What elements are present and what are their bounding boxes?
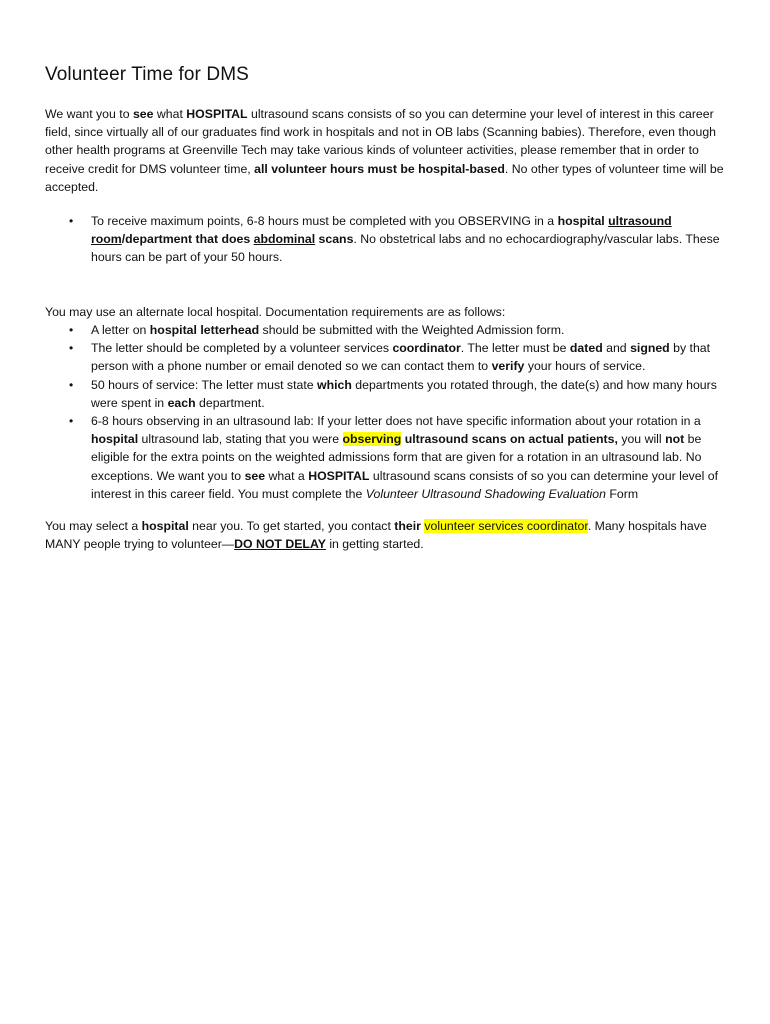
emphasis-department: department that does [125,232,254,247]
emphasis-letterhead: hospital letterhead [149,323,260,337]
bullet-icon: • [69,341,74,356]
list-text: be eligible for the extra points on the weighted admissions form that are given for a rotation in an ultrasound lab. No exceptions. We want you to [91,432,702,483]
list-text: . The letter must be [460,341,570,356]
bullet-icon: • [69,323,74,337]
emphasis-do-not-delay [234,537,326,551]
emphasis-coordinator: coordinator [392,341,461,356]
paragraph-text: in getting started. [325,537,424,552]
intro-paragraph [45,105,735,196]
emphasis-hospital: HOSPITAL [186,107,248,121]
list-item [45,321,735,339]
emphasis-scans: scans [315,232,354,247]
list-text: Form [605,486,639,501]
intro-text: what [153,107,187,121]
emphasis-see: see [132,107,154,121]
list-text: A letter on [91,323,150,337]
underlined-do-not-delay: DO NOT DELAY [234,537,326,552]
emphasis-hospital-caps: HOSPITAL [308,468,370,483]
bullet-icon: • [69,377,74,392]
list-text: To receive maximum points, 6-8 hours must be completed with you OBSERVING in a [91,214,558,228]
list-text: what a [265,468,309,483]
list-text: The letter should be completed by a volunteer services [91,341,393,356]
list-text: 50 hours of service: The letter must state [91,377,318,392]
paragraph-text: You may select a [45,519,142,533]
emphasis-dated: dated [569,341,603,356]
emphasis-their: their [394,519,421,533]
intro-text: ultrasound scans consists of so you can determine your level of interest in this career field, since virtually all of our graduates find work in hospitals and not in OB labs (Scanning babies). Therefore, even though other health programs at Greenville Tech may take various kinds of volunteer activities, please remember that in order to receive credit for DMS volunteer time, [45,107,717,176]
slash-text: / [121,232,126,247]
paragraph-text: near you. To get started, you contact [188,519,395,533]
max-points-list [45,212,735,267]
emphasis-scans-patients: ultrasound scans on actual patients, [401,432,618,447]
list-text: should be submitted with the Weighted Admission form. [259,323,565,337]
intro-text: We want you to [45,107,133,121]
underlined-abdominal: abdominal [253,232,316,247]
emphasis-signed: signed [630,341,670,356]
list-text: by that person with a phone number or email denoted so we can contact them to [91,341,711,374]
emphasis-abdominal [254,232,316,246]
intro-text: . No other types of volunteer time will be accepted. [45,161,724,194]
emphasis-which: which [317,377,352,392]
get-started-paragraph [45,517,735,553]
documentation-requirements-list [45,321,735,503]
emphasis-not: not [665,432,685,447]
list-text: 6-8 hours observing in an ultrasound lab: If your letter does not have specific information about your rotation in a [91,414,701,429]
emphasis-hospital: hospital [557,214,605,228]
paragraph-text: . Many hospitals have MANY people trying to volunteer— [45,519,707,552]
list-text: ultrasound lab, stating that you were [138,432,343,447]
emphasis-hospital: hospital [91,432,139,447]
list-item [45,339,735,375]
form-name: Volunteer Ultrasound Shadowing Evaluation [365,486,606,501]
list-text: and [602,341,631,356]
list-text: you will [617,432,666,447]
highlighted-coordinator: volunteer services coordinator [424,519,588,533]
list-item [45,412,735,503]
emphasis-all-hours: all volunteer hours must be hospital-based [254,161,505,176]
list-item [45,376,735,412]
list-text: . No obstetrical labs and no echocardiography/vascular labs. These hours can be part of your 50 hours. [91,232,720,265]
list-text: ultrasound scans consists of so you can determine your level of interest in this career field. You must complete the [91,468,719,501]
underlined-ultrasound-room: ultrasound room [91,214,672,247]
emphasis-hospital: hospital [141,519,189,533]
page-title: Volunteer Time for DMS [45,64,249,85]
bullet-icon: • [69,214,74,228]
list-text: departments you rotated through, the date(s) and how many hours were spent in [91,377,717,410]
list-text: your hours of service. [524,359,646,374]
emphasis-verify: verify [491,359,525,374]
highlighted-observing: observing [342,432,402,447]
emphasis-each: each [167,395,196,410]
list-text: department. [195,395,265,410]
alternate-hospital-paragraph: You may use an alternate local hospital. Documentation requirements are as follows: [45,305,506,319]
list-item [45,212,735,267]
emphasis-see: see [244,468,266,483]
bullet-icon: • [69,414,74,429]
